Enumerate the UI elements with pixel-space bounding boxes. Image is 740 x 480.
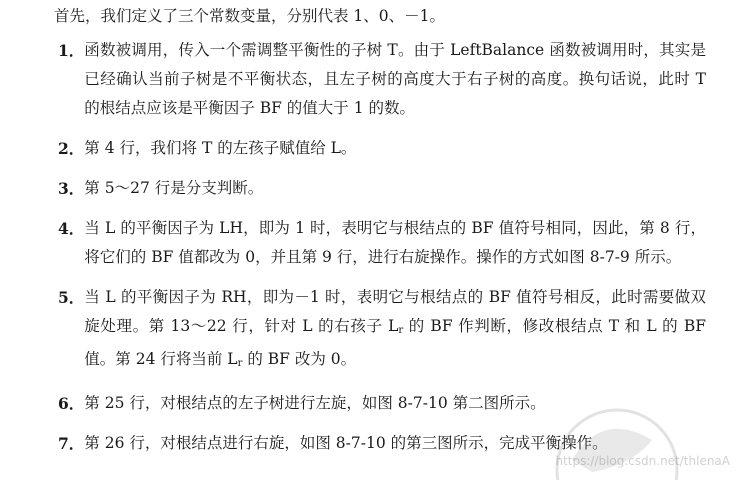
item-number: 4． (58, 219, 85, 238)
item-text: 第 5～27 行是分支判断。 (84, 179, 264, 197)
item-text: 第 25 行，对根结点的左子树进行左旋，如图 8-7-10 第二图所示。 (84, 394, 546, 412)
list-item-2 (58, 134, 706, 163)
list-item-5 (58, 283, 706, 378)
item-text (84, 283, 706, 378)
list-item-4 (58, 214, 706, 272)
list-item-3 (58, 174, 706, 203)
item-text: 当 L 的平衡因子为 LH，即为 1 时，表明它与根结点的 BF 值符号相同，因此，第 8 行，将它们的 BF 值都改为 0，并且第 9 行，进行右旋操作。操作的方式如图 8-7-9 所示。 (84, 219, 706, 266)
item-number: 5． (58, 288, 85, 307)
item-number: 7． (58, 434, 85, 453)
watermark-text: https://blog.csdn.net/thlenaA (555, 454, 730, 468)
item-text-part-a: 当 L 的平衡因子为 RH，即为－1 时，表明它与根结点的 BF 值符号相反，此时需要做双旋处理。第 13～22 行，针对 L 的右孩子 L (84, 288, 706, 335)
item-number: 1． (58, 41, 85, 60)
item-text: 第 4 行，我们将 T 的左孩子赋值给 L。 (84, 139, 357, 157)
item-number: 2． (58, 139, 85, 158)
list-item-1 (58, 36, 706, 123)
item-number: 6． (58, 394, 85, 413)
subscript-r: r (398, 325, 404, 336)
item-number: 3． (58, 179, 85, 198)
item-text-part-c: 的 BF 改为 0。 (242, 350, 357, 368)
subscript-r: r (237, 358, 243, 369)
intro-paragraph: 首先，我们定义了三个常数变量，分别代表 1、0、－1。 (54, 7, 446, 25)
item-text-part-b: 的 BF 作判断，修改根结点 T 和 L 的 BF 值。第 24 行将当前 L (84, 317, 706, 368)
item-text: 函数被调用，传入一个需调整平衡性的子树 T。由于 LeftBalance 函数被调用时，其实是已经确认当前子树是不平衡状态，且左子树的高度大于右子树的高度。换句话说，此时 T 的根结点应该是平衡因子 BF 的值大于 1 的数。 (84, 41, 706, 117)
item-text: 第 26 行，对根结点进行右旋，如图 8-7-10 的第三图所示，完成平衡操作。 (84, 434, 608, 452)
